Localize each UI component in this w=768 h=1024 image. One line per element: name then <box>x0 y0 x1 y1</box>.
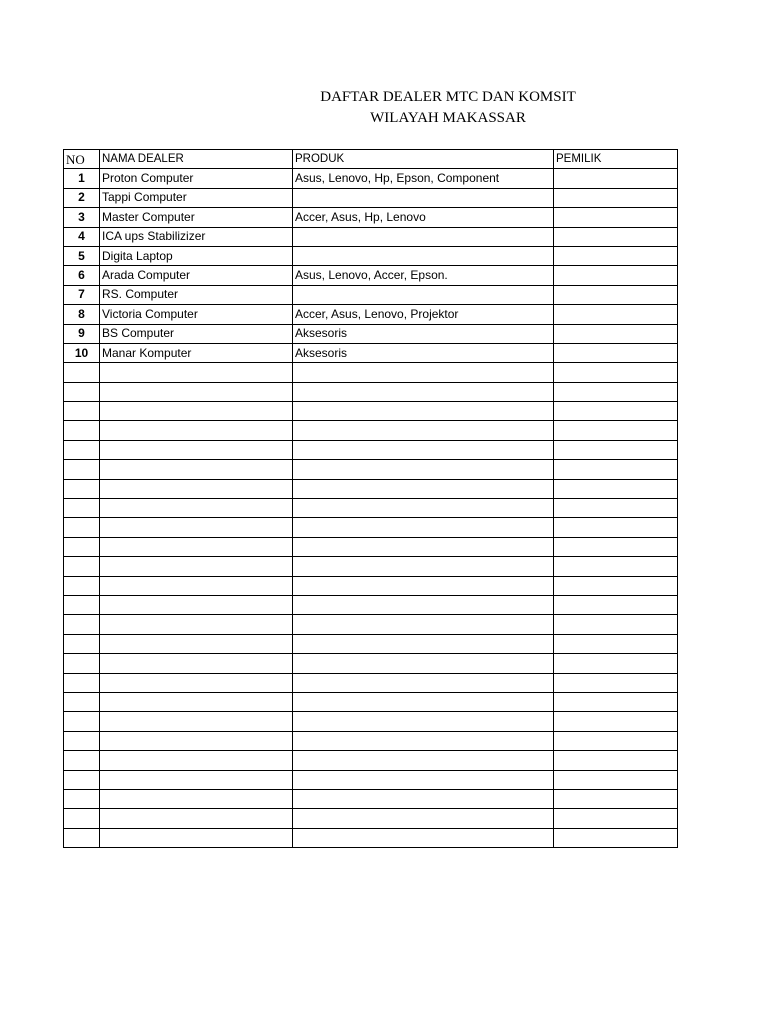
empty-cell <box>554 809 678 828</box>
empty-cell <box>64 479 100 498</box>
empty-cell <box>64 382 100 401</box>
empty-cell <box>100 809 293 828</box>
empty-cell <box>293 479 554 498</box>
empty-table-row <box>64 440 678 459</box>
empty-cell <box>554 479 678 498</box>
cell-pemilik <box>554 208 678 227</box>
cell-no: 7 <box>64 285 100 304</box>
cell-pemilik <box>554 305 678 324</box>
empty-cell <box>293 673 554 692</box>
empty-cell <box>293 518 554 537</box>
empty-cell <box>554 673 678 692</box>
empty-table-row <box>64 828 678 847</box>
empty-cell <box>554 576 678 595</box>
cell-nama-dealer: Arada Computer <box>100 266 293 285</box>
cell-pemilik <box>554 324 678 343</box>
empty-table-row <box>64 770 678 789</box>
empty-cell <box>554 518 678 537</box>
empty-cell <box>293 382 554 401</box>
empty-cell <box>100 576 293 595</box>
empty-cell <box>64 692 100 711</box>
empty-table-row <box>64 654 678 673</box>
table-row <box>64 246 678 265</box>
table-row <box>64 227 678 246</box>
cell-produk: Asus, Lenovo, Accer, Epson. <box>293 266 554 285</box>
empty-cell <box>100 382 293 401</box>
cell-nama-dealer: Proton Computer <box>100 169 293 188</box>
empty-cell <box>64 828 100 847</box>
document-subtitle: WILAYAH MAKASSAR <box>370 110 526 126</box>
empty-cell <box>64 440 100 459</box>
empty-cell <box>64 789 100 808</box>
cell-no: 10 <box>64 343 100 362</box>
cell-nama-dealer: Victoria Computer <box>100 305 293 324</box>
empty-cell <box>100 634 293 653</box>
empty-cell <box>293 828 554 847</box>
empty-table-row <box>64 537 678 556</box>
empty-cell <box>293 402 554 421</box>
empty-cell <box>293 537 554 556</box>
empty-cell <box>554 789 678 808</box>
cell-produk <box>293 285 554 304</box>
empty-cell <box>293 770 554 789</box>
empty-cell <box>100 402 293 421</box>
empty-cell <box>64 460 100 479</box>
cell-pemilik <box>554 343 678 362</box>
empty-cell <box>100 537 293 556</box>
empty-cell <box>100 460 293 479</box>
empty-cell <box>64 363 100 382</box>
table-body <box>64 169 678 848</box>
empty-cell <box>554 615 678 634</box>
cell-produk <box>293 188 554 207</box>
empty-cell <box>100 692 293 711</box>
empty-table-row <box>64 615 678 634</box>
cell-produk: Accer, Asus, Hp, Lenovo <box>293 208 554 227</box>
empty-cell <box>554 751 678 770</box>
empty-cell <box>293 557 554 576</box>
cell-pemilik <box>554 266 678 285</box>
empty-cell <box>554 440 678 459</box>
empty-cell <box>293 363 554 382</box>
empty-cell <box>100 751 293 770</box>
cell-pemilik <box>554 188 678 207</box>
empty-cell <box>64 634 100 653</box>
empty-cell <box>100 654 293 673</box>
empty-cell <box>64 518 100 537</box>
empty-cell <box>100 731 293 750</box>
empty-cell <box>293 751 554 770</box>
cell-produk <box>293 246 554 265</box>
empty-cell <box>100 615 293 634</box>
empty-cell <box>293 712 554 731</box>
cell-no: 8 <box>64 305 100 324</box>
empty-cell <box>100 518 293 537</box>
empty-table-row <box>64 479 678 498</box>
empty-cell <box>64 731 100 750</box>
empty-table-row <box>64 634 678 653</box>
empty-cell <box>100 479 293 498</box>
cell-produk: Asus, Lenovo, Hp, Epson, Component <box>293 169 554 188</box>
empty-cell <box>100 421 293 440</box>
empty-cell <box>100 557 293 576</box>
empty-cell <box>293 440 554 459</box>
empty-table-row <box>64 576 678 595</box>
cell-pemilik <box>554 227 678 246</box>
empty-cell <box>554 421 678 440</box>
empty-table-row <box>64 692 678 711</box>
empty-cell <box>64 712 100 731</box>
table-row <box>64 343 678 362</box>
column-header-nama-dealer: NAMA DEALER <box>100 150 293 169</box>
cell-pemilik <box>554 246 678 265</box>
cell-nama-dealer: ICA ups Stabilizizer <box>100 227 293 246</box>
empty-cell <box>554 731 678 750</box>
empty-cell <box>554 828 678 847</box>
empty-table-row <box>64 595 678 614</box>
empty-cell <box>293 634 554 653</box>
empty-cell <box>554 402 678 421</box>
empty-cell <box>293 595 554 614</box>
empty-cell <box>64 537 100 556</box>
table-row <box>64 208 678 227</box>
column-header-produk: PRODUK <box>293 150 554 169</box>
cell-no: 9 <box>64 324 100 343</box>
empty-table-row <box>64 557 678 576</box>
empty-cell <box>100 440 293 459</box>
table-row <box>64 324 678 343</box>
empty-table-row <box>64 518 678 537</box>
column-header-no: NO <box>64 150 100 169</box>
cell-produk: Aksesoris <box>293 343 554 362</box>
cell-no: 6 <box>64 266 100 285</box>
cell-nama-dealer: Manar Komputer <box>100 343 293 362</box>
empty-cell <box>100 499 293 518</box>
empty-cell <box>554 499 678 518</box>
table-row <box>64 188 678 207</box>
empty-table-row <box>64 363 678 382</box>
empty-cell <box>64 673 100 692</box>
empty-cell <box>293 809 554 828</box>
table-row <box>64 266 678 285</box>
empty-cell <box>64 576 100 595</box>
empty-cell <box>293 654 554 673</box>
cell-no: 2 <box>64 188 100 207</box>
empty-cell <box>64 402 100 421</box>
cell-nama-dealer: Master Computer <box>100 208 293 227</box>
empty-table-row <box>64 421 678 440</box>
empty-table-row <box>64 382 678 401</box>
empty-table-row <box>64 712 678 731</box>
empty-cell <box>554 557 678 576</box>
empty-cell <box>64 809 100 828</box>
empty-cell <box>554 460 678 479</box>
empty-cell <box>64 654 100 673</box>
empty-table-row <box>64 751 678 770</box>
cell-pemilik <box>554 285 678 304</box>
empty-cell <box>554 770 678 789</box>
empty-cell <box>293 789 554 808</box>
cell-nama-dealer: Digita Laptop <box>100 246 293 265</box>
cell-no: 4 <box>64 227 100 246</box>
empty-cell <box>64 770 100 789</box>
empty-cell <box>554 634 678 653</box>
empty-cell <box>554 712 678 731</box>
table-row <box>64 169 678 188</box>
empty-cell <box>293 615 554 634</box>
empty-cell <box>293 692 554 711</box>
table-row <box>64 305 678 324</box>
empty-cell <box>293 576 554 595</box>
cell-no: 3 <box>64 208 100 227</box>
empty-cell <box>554 382 678 401</box>
empty-cell <box>100 712 293 731</box>
empty-cell <box>64 499 100 518</box>
dealer-table <box>63 149 678 848</box>
empty-cell <box>100 770 293 789</box>
empty-cell <box>100 789 293 808</box>
empty-table-row <box>64 731 678 750</box>
empty-cell <box>554 654 678 673</box>
cell-no: 5 <box>64 246 100 265</box>
empty-cell <box>554 595 678 614</box>
empty-table-row <box>64 499 678 518</box>
empty-cell <box>100 363 293 382</box>
empty-table-row <box>64 789 678 808</box>
cell-no: 1 <box>64 169 100 188</box>
cell-produk: Aksesoris <box>293 324 554 343</box>
cell-nama-dealer: Tappi Computer <box>100 188 293 207</box>
cell-pemilik <box>554 169 678 188</box>
cell-nama-dealer: RS. Computer <box>100 285 293 304</box>
empty-cell <box>293 731 554 750</box>
empty-cell <box>293 460 554 479</box>
document-title: DAFTAR DEALER MTC DAN KOMSIT <box>320 89 576 105</box>
cell-produk: Accer, Asus, Lenovo, Projektor <box>293 305 554 324</box>
table-row <box>64 285 678 304</box>
empty-cell <box>293 499 554 518</box>
empty-table-row <box>64 809 678 828</box>
empty-cell <box>64 421 100 440</box>
cell-nama-dealer: BS Computer <box>100 324 293 343</box>
empty-cell <box>64 557 100 576</box>
empty-table-row <box>64 402 678 421</box>
empty-table-row <box>64 673 678 692</box>
empty-cell <box>100 828 293 847</box>
empty-cell <box>293 421 554 440</box>
empty-cell <box>64 595 100 614</box>
empty-cell <box>64 751 100 770</box>
empty-cell <box>554 363 678 382</box>
empty-cell <box>64 615 100 634</box>
table-header-row <box>64 150 678 169</box>
empty-cell <box>554 537 678 556</box>
cell-produk <box>293 227 554 246</box>
empty-cell <box>100 673 293 692</box>
empty-cell <box>100 595 293 614</box>
empty-cell <box>554 692 678 711</box>
column-header-pemilik: PEMILIK <box>554 150 678 169</box>
empty-table-row <box>64 460 678 479</box>
